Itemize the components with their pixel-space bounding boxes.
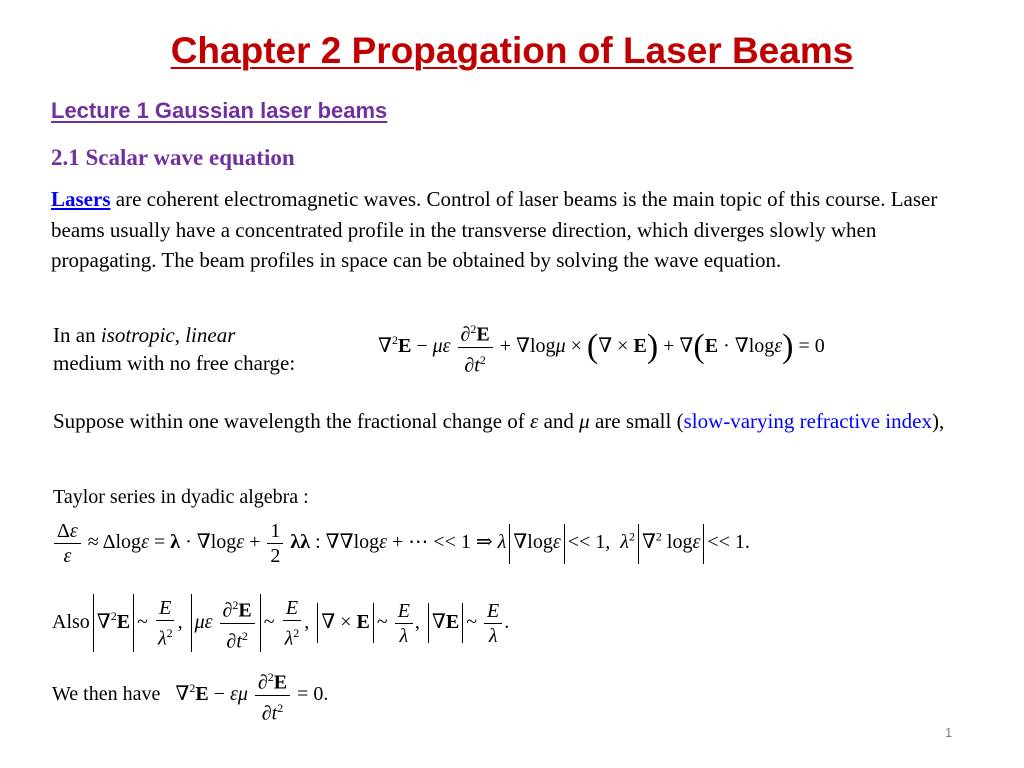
then-label: We then have (52, 682, 161, 705)
mu-symbol: μ (579, 409, 590, 433)
section-heading: 2.1 Scalar wave equation (51, 145, 295, 170)
small-text: are small ( (589, 409, 684, 433)
medium-description (53, 321, 295, 377)
medium-prefix: In an (53, 323, 101, 347)
intro-text: are coherent electromagnetic waves. Control of laser beams is the main topic of this course. Laser beams usually have a concentrated profile in the transverse direction, which diverges slowly when propagating. The beam profiles in space can be obtained by solving the wave equation. (51, 187, 938, 272)
lasers-link[interactable]: Lasers (51, 187, 111, 211)
medium-line2: medium with no free charge: (53, 351, 296, 375)
page-number: 1 (945, 725, 953, 740)
also-label: Also (52, 610, 90, 633)
suppose-text: Suppose within one wavelength the fractional change of (53, 409, 531, 433)
suppose-end: ), (931, 409, 945, 433)
taylor-series-label: Taylor series in dyadic algebra : (53, 486, 309, 508)
epsilon-symbol: ε (530, 409, 539, 433)
scalar-wave-equation: We then have ∇$^2$E − εμ $\frac{\partial^2E}{\partial t^2}$ = 0. (52, 666, 328, 724)
slow-varying-link[interactable]: slow-varying refractive index (683, 409, 932, 433)
taylor-expansion-equation: $\frac{\Delta\varepsilon}{\varepsilon}$ ≈ Δlogε = λ · ∇logε + $\frac{1}{2}$ λλ : ∇∇logε + ⋯ << 1 ⇒ λ ∇logε << 1, $\lambda^2$ ∇$^2$ logε << 1. (52, 520, 750, 567)
medium-italic: isotropic, linear (100, 323, 236, 347)
intro-paragraph (51, 184, 971, 276)
slow-varying-paragraph (53, 402, 983, 440)
lecture-heading: Lecture 1 Gaussian laser beams (51, 98, 388, 123)
slide-title: Chapter 2 Propagation of Laser Beams (170, 30, 854, 71)
wave-equation-full: ∇$^2$E − με $\frac{\partial^2E}{\partial t^2}$ + ∇logμ × (∇ × E) + ∇(E · ∇logε) = 0 (378, 318, 825, 376)
also-equation: Also ∇$^2$E ~ $\frac{E}{\lambda^2}$ , με $\frac{\partial^2E}{\partial t^2}$ ~ $\frac{E}{\lambda^2}$ , ∇ × E ~ $\frac{E}{\lambda}$ , ∇E ~ $\frac{E}{\lambda}$ . (52, 594, 509, 652)
and-text: and (538, 409, 580, 433)
